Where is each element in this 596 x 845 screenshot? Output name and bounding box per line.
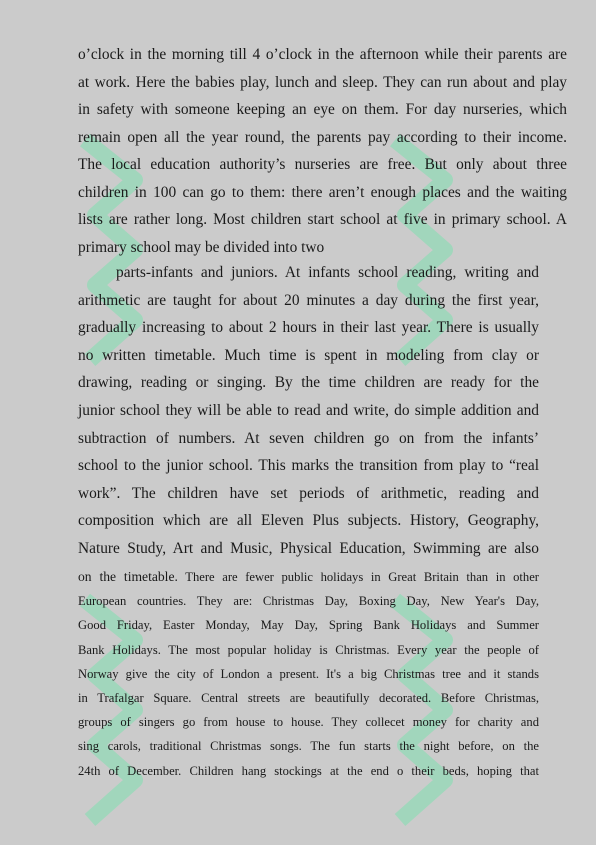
text-line: primary school may be divided into two	[78, 238, 325, 256]
paragraph-1	[78, 41, 567, 261]
text-line: subtraction of numbers. At seven children go on from the infants’	[78, 429, 539, 447]
text-line: o’clock in the morning till 4 o’clock in the afternoon while their parents are	[78, 46, 567, 63]
text-line: European countries. They are: Christmas Day, Boxing Day, New Year's Day,	[78, 594, 539, 609]
text-line: children in 100 can go to them: there aren’t enough places and the waiting	[78, 183, 567, 201]
text-line: gradually increasing to about 2 hours in their last year. There is usually	[78, 319, 539, 337]
text-line: in Trafalgar Square. Central streets are beautifully decorated. Before Christmas,	[78, 691, 539, 706]
text-line: parts-infants and juniors. At infants school reading, writing and	[116, 264, 539, 281]
text-line: remain open all the year round, the parents pay according to their income.	[78, 128, 567, 146]
text-line: work”. The children have set periods of arithmetic, reading and	[78, 484, 539, 502]
text-line: drawing, reading or singing. By the time children are ready for the	[78, 374, 539, 392]
text-line: no written timetable. Much time is spent in modeling from clay or	[78, 346, 539, 364]
text-line: Norway give the city of London a present. It's a big Christmas tree and it stands	[78, 666, 539, 681]
text-line: lists are rather long. Most children start school at five in primary school. A	[78, 211, 567, 228]
text-line: in safety with someone keeping an eye on them. For day nurseries, which	[78, 101, 567, 118]
text-line: arithmetic are taught for about 20 minutes a day during the first year,	[78, 291, 539, 309]
text-line	[78, 565, 539, 589]
paragraph-3	[78, 565, 539, 783]
text-line: composition which are all Eleven Plus subjects. History, Geography,	[78, 512, 539, 530]
text-line: groups of singers go from house to house. They collecet money for charity and	[78, 715, 539, 730]
text-line: school to the junior school. This marks the transition from play to “real	[78, 457, 539, 475]
text-line-lead: on the timetable.	[78, 569, 178, 584]
text-line-rest: There are fewer public holidays in Great Britain than in other	[177, 570, 539, 584]
text-line: sing carols, traditional Christmas songs. The fun starts the night before, on the	[78, 739, 539, 754]
text-line: Nature Study, Art and Music, Physical Education, Swimming are also	[78, 539, 539, 557]
text-line: Good Friday, Easter Monday, May Day, Spring Bank Holidays and Summer	[78, 618, 539, 633]
paragraph-2	[78, 259, 539, 563]
text-line: junior school they will be able to read and write, do simple addition and	[78, 401, 539, 419]
text-line: at work. Here the babies play, lunch and sleep. They can run about and play	[78, 73, 567, 91]
text-line: The local education authority’s nurseries are free. But only about three	[78, 156, 567, 173]
text-line: 24th of December. Children hang stockings at the end o their beds, hoping that	[78, 763, 539, 778]
text-line: Bank Holidays. The most popular holiday is Christmas. Every year the people of	[78, 642, 539, 657]
